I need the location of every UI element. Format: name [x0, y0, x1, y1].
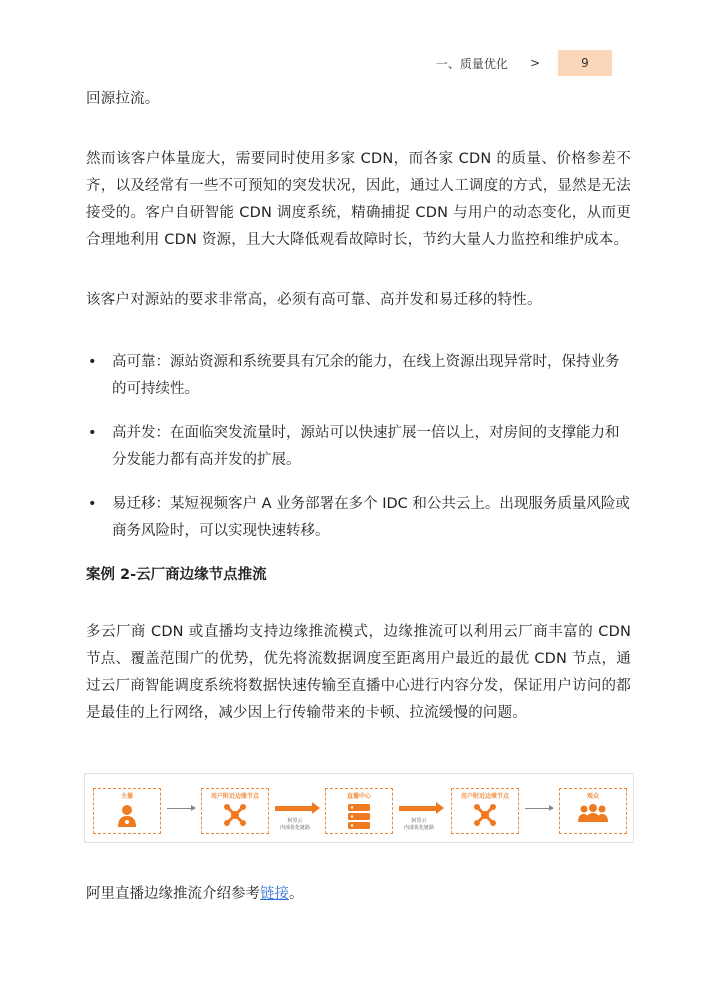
diagram-box-live-center: [325, 788, 393, 834]
paragraph-1: 回源拉流。: [86, 91, 160, 107]
server-stack-icon: [347, 803, 371, 829]
connector-label-line1: 阿里云: [287, 818, 303, 824]
box-label: 观众: [586, 793, 599, 800]
connector-label: [265, 818, 325, 832]
diagram-box-audience: [559, 788, 627, 834]
list-item: [86, 491, 631, 545]
list-item-text: 高可靠：源站资源和系统要具有冗余的能力，在线上资源出现异常时，保持业务的可持续性。: [112, 354, 620, 397]
connector-label: [389, 818, 449, 832]
reference-suffix: 。: [289, 886, 304, 902]
paragraph-3: 该客户对源站的要求非常高，必须有高可靠、高并发和易迁移的特性。: [86, 292, 542, 308]
box-label: 用户附近边缘节点: [210, 793, 259, 800]
bullet-mark: •: [88, 354, 97, 370]
box-label: 直播中心: [346, 793, 371, 800]
paragraph-4: 多云厂商 CDN 或直播均支持边缘推流模式，边缘推流可以利用云厂商丰富的 CDN 节点、覆盖范围广的优势，优先将流数据调度至距离用户最近的最优 CDN 节点，通过云厂商智能调度系统将数据快速传输至直播中心进行内容分发，保证用户访问的都是最佳的上行网络，减少因上行传输带来的卡顿、拉流缓慢的问题。: [86, 624, 631, 721]
optimized-link-arrow: [275, 806, 313, 811]
edge-push-diagram: [84, 773, 634, 843]
optimized-link-arrow: [399, 806, 437, 811]
reference-line: [86, 881, 304, 908]
section-title: 一、质量优化: [435, 56, 508, 71]
feature-list: [86, 349, 631, 545]
box-label: 主播: [120, 793, 133, 800]
list-item-text: 高并发：在面临突发流量时，源站可以快速扩展一倍以上，对房间的支撑能力和分发能力都有高并发的扩展。: [112, 425, 620, 468]
network-node-icon: [223, 803, 247, 827]
connector-label-line2: 内部优化链路: [279, 825, 310, 831]
list-item: [86, 420, 631, 474]
bullet-mark: •: [88, 425, 97, 441]
connector-arrow: [167, 808, 195, 809]
paragraph-2: 然而该客户体量庞大，需要同时使用多家 CDN，而各家 CDN 的质量、价格参差不齐，以及经常有一些不可预知的突发状况，因此，通过人工调度的方式，显然是无法接受的。客户自研智能 CDN 调度系统，精确捕捉 CDN 与用户的动态变化，从而更合理地利用 CDN 资源，且大大降低观看故障时长，节约大量人力监控和维护成本。: [86, 151, 631, 248]
main-content: [86, 86, 631, 727]
case-title: 案例 2-云厂商边缘节点推流: [86, 567, 267, 583]
diagram-box-anchor: [93, 788, 161, 834]
broadcaster-icon: [116, 803, 138, 829]
diagram-box-edge-node: [201, 788, 269, 834]
page-number: 9: [581, 56, 589, 70]
header-arrow: >: [529, 56, 540, 70]
box-label: 用户附近边缘节点: [460, 793, 509, 800]
reference-prefix: 阿里直播边缘推流介绍参考: [86, 886, 260, 902]
connector-label-line2: 内部优化链路: [403, 825, 434, 831]
bullet-mark: •: [88, 496, 97, 512]
connector-label-line1: 阿里云: [411, 818, 427, 824]
network-node-icon: [473, 803, 497, 827]
connector-arrow: [525, 808, 553, 809]
page-header: [436, 50, 612, 76]
reference-link[interactable]: 链接: [260, 886, 289, 902]
audience-icon: [577, 803, 609, 823]
list-item: [86, 349, 631, 403]
diagram-box-edge-node: [451, 788, 519, 834]
page-number-box: [558, 50, 612, 76]
list-item-text: 易迁移：某短视频客户 A 业务部署在多个 IDC 和公共云上。出现服务质量风险或商务风险时，可以实现快速转移。: [112, 496, 630, 539]
